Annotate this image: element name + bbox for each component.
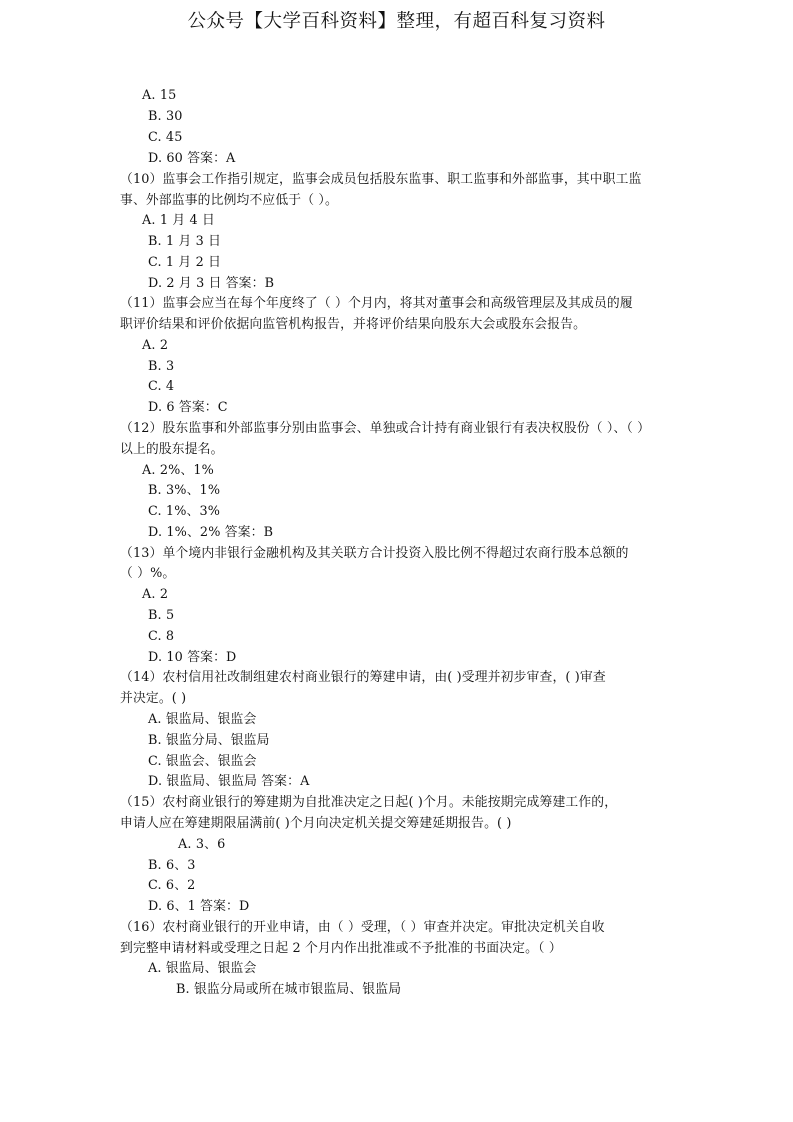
answer-line: D. 1%、2% 答案：B [148, 525, 274, 540]
option-line: A. 2 [142, 587, 169, 602]
option-line: C. 6、2 [148, 878, 196, 893]
option-line: A. 银监局、银监会 [148, 712, 257, 727]
answer-line: D. 银监局、银监局 答案：A [148, 774, 310, 789]
option-line: B. 银监分局或所在城市银监局、银监局 [176, 982, 402, 997]
option-line: A. 2%、1% [142, 463, 214, 478]
option-line: C. 1%、3% [148, 504, 221, 519]
question-line: 职评价结果和评价依据向监管机构报告，并将评价结果向股东大会或股东会报告。 [120, 317, 587, 332]
option-line: B. 银监分局、银监局 [148, 733, 270, 748]
answer-line: D. 6、1 答案：D [148, 899, 250, 914]
question-line: （12）股东监事和外部监事分别由监事会、单独或合计持有商业银行有表决权股份（ ）、（ ） [120, 421, 651, 436]
answer-line: D. 2 月 3 日 答案：B [148, 276, 275, 291]
option-line: B. 3 [148, 359, 175, 374]
question-line: 事、外部监事的比例均不应低于（ ）。 [120, 193, 338, 208]
option-line: A. 银监局、银监会 [148, 961, 257, 976]
option-line: C. 银监会、银监会 [148, 754, 257, 769]
question-line: （14）农村信用社改制组建农村商业银行的筹建申请，由( )受理并初步审查，( )审查 [120, 670, 606, 685]
question-line: 以上的股东提名。 [120, 442, 224, 457]
question-line: （13）单个境内非银行金融机构及其关联方合计投资入股比例不得超过农商行股本总额的 [120, 546, 629, 561]
option-line: B. 3%、1% [148, 483, 221, 498]
question-line: （10）监事会工作指引规定，监事会成员包括股东监事、职工监事和外部监事，其中职工监 [120, 172, 642, 187]
option-line: B. 6、3 [148, 858, 196, 873]
question-line: （11）监事会应当在每个年度终了（ ）个月内，将其对董事会和高级管理层及其成员的履 [120, 296, 633, 311]
option-line: B. 1 月 3 日 [148, 234, 222, 249]
option-line: A. 3、6 [178, 837, 226, 852]
answer-line: D. 60 答案：A [148, 151, 236, 166]
option-line: B. 30 [148, 109, 183, 124]
option-line: B. 5 [148, 608, 175, 623]
question-line: 申请人应在筹建期限届满前( )个月向决定机关提交筹建延期报告。( ) [120, 816, 512, 831]
question-line: （16）农村商业银行的开业申请，由（ ）受理，（ ）审查并决定。审批决定机关自收 [120, 920, 605, 935]
answer-line: D. 10 答案：D [148, 650, 237, 665]
option-line: A. 1 月 4 日 [142, 213, 215, 228]
option-line: C. 1 月 2 日 [148, 255, 222, 270]
question-line: （15）农村商业银行的筹建期为自批准决定之日起( )个月。未能按期完成筹建工作的， [120, 795, 618, 810]
question-line: 到完整申请材料或受理之日起 2 个月内作出批准或不予批准的书面决定。（ ） [120, 941, 562, 956]
option-line: C. 45 [148, 130, 183, 145]
option-line: C. 4 [148, 379, 175, 394]
question-line: 并决定。( ) [120, 691, 187, 706]
option-line: A. 2 [142, 338, 169, 353]
answer-line: D. 6 答案：C [148, 400, 228, 415]
option-line: A. 15 [142, 88, 177, 103]
question-line: （ ）%。 [120, 566, 176, 581]
page-header-title: 公众号【大学百科资料】整理，有超百科复习资料 [187, 11, 606, 32]
option-line: C. 8 [148, 629, 175, 644]
